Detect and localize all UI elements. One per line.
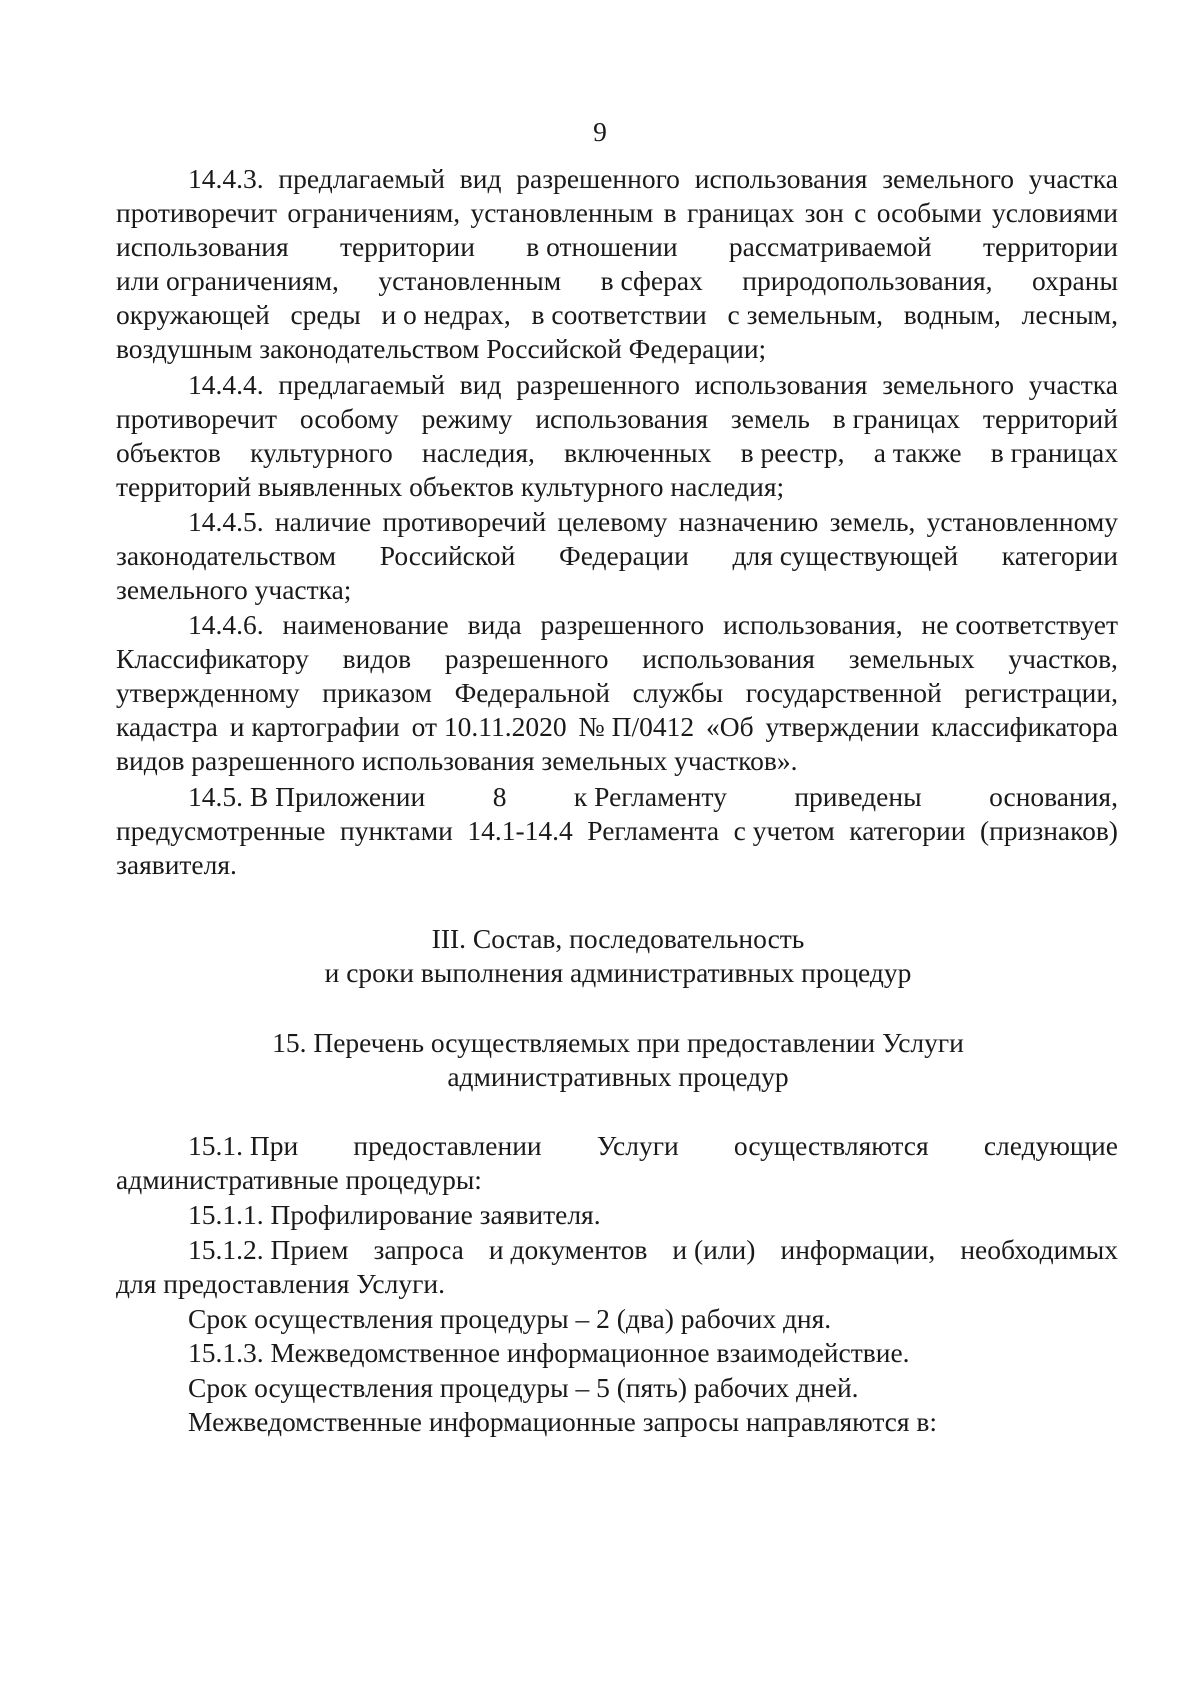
word: 15.1.3. Межведомственное информационное взаимодействие. [188, 1337, 910, 1368]
word: лесным, [1021, 299, 1118, 330]
word: земельного участка; [116, 574, 352, 605]
word: Межведомственные информационные запросы направляются в: [188, 1406, 938, 1437]
word: использования [535, 403, 708, 434]
paragraph-14-4-4 [116, 368, 1118, 504]
word: регистрации, [964, 677, 1118, 708]
word: в соответствии [531, 299, 707, 330]
word: использования [116, 231, 289, 262]
word: водным, [903, 299, 1001, 330]
word: категории [1001, 540, 1118, 571]
word: необходимых [960, 1234, 1118, 1265]
word: к Регламенту [573, 781, 727, 812]
text-line [116, 1405, 1118, 1439]
text-line [116, 744, 1118, 778]
text-line [116, 196, 1118, 230]
word: 14.4.4. [188, 369, 264, 400]
word: охраны [1031, 265, 1118, 296]
word: Федеральной [454, 677, 610, 708]
word: вид [459, 163, 502, 194]
word: включенных [564, 437, 712, 468]
word: культурного [250, 437, 393, 468]
word: наименование [282, 609, 449, 640]
word: особыми [876, 197, 982, 228]
word: целевому [557, 506, 668, 537]
word: вида [467, 609, 522, 640]
word: противоречит [116, 197, 277, 228]
word: законодательством [116, 540, 337, 571]
word: территорий [982, 403, 1118, 434]
word: с учетом [733, 815, 835, 846]
word: территории [339, 231, 475, 262]
word: Срок осуществления процедуры – 5 (пять) рабочих дней. [188, 1372, 859, 1403]
subsection-heading-line-1: 15. Перечень осуществляемых при предоставлении Услуги [272, 1027, 964, 1058]
word: в реестр, [740, 437, 845, 468]
word: и документов [488, 1234, 648, 1265]
paragraph-14-4-6 [116, 608, 1118, 778]
paragraph-14-5 [116, 780, 1118, 882]
word: назначению [678, 506, 819, 537]
word: вид [459, 369, 502, 400]
word: для предоставления Услуги. [116, 1268, 445, 1299]
word: земельного [882, 369, 1014, 400]
subsection-heading-line-2: административных процедур [447, 1061, 789, 1092]
word: установленному [926, 506, 1118, 537]
word: установленным [470, 197, 654, 228]
word: и (или) [672, 1234, 756, 1265]
word: (признаков) [979, 815, 1118, 846]
word: Федерации [558, 540, 689, 571]
word: от 10.11.2020 [411, 711, 567, 742]
word: использования, [723, 609, 903, 640]
word: территории [982, 231, 1118, 262]
text-line [116, 1371, 1118, 1405]
text-line [116, 676, 1118, 710]
word: 14.5. В Приложении [188, 781, 426, 812]
word: зон [804, 197, 844, 228]
word: или ограничениям, [116, 265, 339, 296]
paragraph-14-4-5 [116, 505, 1118, 607]
word: предоставлении [353, 1130, 542, 1161]
word: противоречит [116, 403, 277, 434]
word: установленным [378, 265, 562, 296]
word: объектов [116, 437, 221, 468]
paragraph-15-1-1 [116, 1198, 1118, 1232]
text-line [116, 470, 1118, 504]
text-line [116, 162, 1118, 196]
word: и картографии [229, 711, 400, 742]
word: и о недрах, [381, 299, 511, 330]
text-line [116, 264, 1118, 298]
word: Регламента [587, 815, 720, 846]
word: окружающей [116, 299, 270, 330]
text-line [116, 573, 1118, 607]
text-line [116, 436, 1118, 470]
word: разрешенного [516, 369, 680, 400]
word: приведены [794, 781, 922, 812]
word: Услуги [596, 1130, 679, 1161]
word: пунктами [339, 815, 453, 846]
word: предусмотренные [116, 815, 326, 846]
word: использования [642, 643, 815, 674]
word: 14.1-14.4 [467, 815, 573, 846]
paragraph-interagency-requests [116, 1405, 1118, 1439]
text-line [116, 505, 1118, 539]
word: административные процедуры: [116, 1164, 482, 1195]
word: в границах [832, 403, 960, 434]
text-line [116, 814, 1118, 848]
word: государственной [745, 677, 942, 708]
word: наличие [274, 506, 372, 537]
section-heading-line-2: и сроки выполнения административных процедур [324, 957, 912, 988]
paragraph-15-1-3 [116, 1336, 1118, 1370]
word: 15.1.1. Профилирование заявителя. [188, 1199, 601, 1230]
word: 8 [492, 781, 507, 812]
text-line [116, 368, 1118, 402]
word: Российской [379, 540, 516, 571]
word: утвержденному [116, 677, 300, 708]
text-line [116, 230, 1118, 264]
word: разрешенного [444, 643, 609, 674]
paragraph-15-1 [116, 1129, 1118, 1197]
section-heading-line-1: III. Состав, последовательность [431, 923, 805, 954]
text-line [116, 1336, 1118, 1370]
word: Классификатору [116, 643, 309, 674]
word: классификатора [931, 711, 1118, 742]
word: в [663, 197, 677, 228]
text-line [116, 848, 1118, 882]
word: воздушным законодательством Российской Федерации; [116, 333, 767, 364]
word: рассматриваемой [728, 231, 932, 262]
text-line [116, 1233, 1118, 1267]
word: использования [694, 163, 868, 194]
word: земель, [829, 506, 916, 537]
word: информации, [780, 1234, 936, 1265]
word: 14.4.5. [188, 506, 264, 537]
text-line [116, 780, 1118, 814]
paragraph-term-5-days [116, 1371, 1118, 1405]
word: приказом [322, 677, 432, 708]
word: осуществляются [733, 1130, 929, 1161]
text-line [116, 642, 1118, 676]
word: участков, [1008, 643, 1118, 674]
word: службы [632, 677, 724, 708]
word: земельного [882, 163, 1014, 194]
word: территорий выявленных объектов культурного наследия; [116, 471, 785, 502]
text-line [116, 1302, 1118, 1336]
text-line [116, 1267, 1118, 1301]
word: разрешенного [516, 163, 680, 194]
word: Срок осуществления процедуры – 2 (два) рабочих дня. [188, 1303, 832, 1334]
word: запроса [373, 1234, 464, 1265]
word: земель [730, 403, 810, 434]
word: использования [694, 369, 868, 400]
word: ограничениям, [287, 197, 461, 228]
word: в отношении [526, 231, 678, 262]
word: 15.1.2. Прием [188, 1234, 349, 1265]
word: 15.1. При [188, 1130, 299, 1161]
word: видов [342, 643, 412, 674]
word: противоречий [382, 506, 547, 537]
word: а также [873, 437, 962, 468]
text-line [116, 1163, 1118, 1197]
word: 14.4.6. [188, 609, 264, 640]
text-line [116, 710, 1118, 744]
word: границах [686, 197, 795, 228]
word: наследия, [421, 437, 535, 468]
word: не соответствует [921, 609, 1118, 640]
word: с [854, 197, 867, 228]
paragraph-15-1-2 [116, 1233, 1118, 1301]
word: особому [299, 403, 399, 434]
word: в сферах [600, 265, 703, 296]
word: для существующей [732, 540, 959, 571]
text-line [116, 1129, 1118, 1163]
text-line [116, 402, 1118, 436]
text-line [116, 608, 1118, 642]
word: 14.4.3. [188, 163, 264, 194]
word: с земельным, [727, 299, 883, 330]
text-line [116, 298, 1118, 332]
word: среды [290, 299, 361, 330]
text-line [116, 539, 1118, 573]
word: участка [1028, 163, 1118, 194]
word: № П/0412 [578, 711, 695, 742]
text-line [116, 332, 1118, 366]
text-line [116, 1198, 1118, 1232]
word: предлагаемый [278, 369, 445, 400]
word: категории [849, 815, 966, 846]
word: режиму [421, 403, 513, 434]
word: разрешенного [540, 609, 705, 640]
word: земельных [848, 643, 975, 674]
word: основания, [989, 781, 1118, 812]
word: в границах [990, 437, 1118, 468]
word: природопользования, [742, 265, 993, 296]
word: «Об [705, 711, 754, 742]
word: условиями [992, 197, 1118, 228]
word: следующие [983, 1130, 1118, 1161]
word: заявителя. [116, 849, 237, 880]
paragraph-14-4-3 [116, 162, 1118, 366]
word: участка [1028, 369, 1118, 400]
page-number: 9 [593, 116, 607, 147]
word: утверждении [765, 711, 920, 742]
word: предлагаемый [278, 163, 445, 194]
word: видов разрешенного использования земельных участков». [116, 745, 798, 776]
word: кадастра [116, 711, 218, 742]
paragraph-term-2-days [116, 1302, 1118, 1336]
